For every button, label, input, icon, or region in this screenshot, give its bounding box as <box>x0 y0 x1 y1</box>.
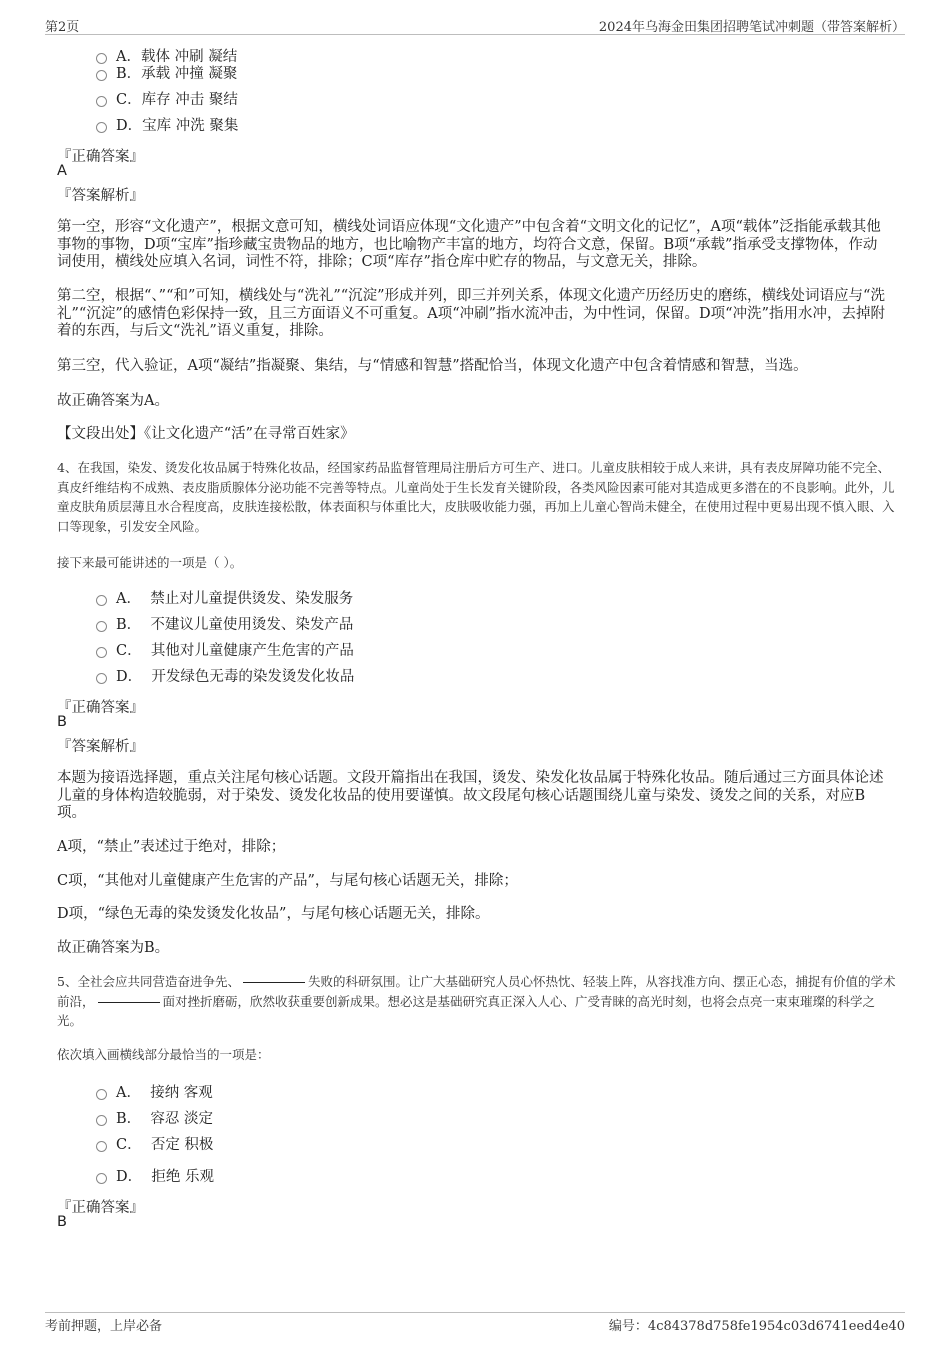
radio-icon[interactable] <box>96 1141 107 1152</box>
radio-icon[interactable] <box>96 647 107 658</box>
q5-answer: B <box>57 1214 67 1230</box>
q4-option-b[interactable]: B． 不建议儿童使用烫发、染发产品 <box>96 616 353 634</box>
q3-option-d[interactable]: D．宝库 冲洗 聚集 <box>96 117 238 135</box>
q5-option-c[interactable]: C． 否定 积极 <box>96 1136 213 1154</box>
q5-option-d[interactable]: D． 拒绝 乐观 <box>96 1168 214 1186</box>
q4-answer-label: 『正确答案』 <box>57 700 144 716</box>
q4-stem: 4、在我国，染发、烫发化妆品属于特殊化妆品，经国家药品监督管理局注册后方可生产、进口。儿童皮肤相较于成人来讲，具有表皮屏障功能不完全、真皮纤维结构不成熟、表皮脂质腺体分泌功能不完善等特点。儿童尚处于生长发育关键阶段，各类风险因素可能对其造成更多潜在的不良影响。此外，儿童皮肤角质层薄且水合程度高，皮肤连接松散，体表面积与体重比大，皮肤吸收能力强，再加上儿童心智尚未健全，在使用过程中更易出现不慎入眼、入口等现象，引发安全风险。 <box>57 460 895 534</box>
page-header <box>45 14 905 35</box>
q4-analysis-d: D项，“绿色无毒的染发烫发化妆品”，与尾句核心话题无关，排除。 <box>57 906 490 922</box>
q4-analysis-conclusion: 故正确答案为B。 <box>57 940 170 956</box>
radio-icon[interactable] <box>96 122 107 133</box>
radio-icon[interactable] <box>96 673 107 684</box>
document-title: 2024年乌海金田集团招聘笔试冲刺题（带答案解析） <box>598 20 905 35</box>
fill-blank-2[interactable] <box>98 1002 160 1003</box>
page-footer <box>45 1312 905 1337</box>
q3-option-c[interactable]: C．库存 冲击 聚结 <box>96 91 238 109</box>
q3-analysis-label: 『答案解析』 <box>57 188 144 204</box>
q4-option-c[interactable]: C． 其他对儿童健康产生危害的产品 <box>96 642 354 660</box>
q3-analysis-p2: 第二空，根据“、”“和”可知，横线处与“洗礼”“沉淀”形成并列，即三并列关系，体现文化遗产历经历史的磨练，横线处词语应与“洗礼”“沉淀”的感情色彩保持一致，且三方面语义不可重复。A项“冲刷”指水流冲击，为中性词，保留。D项“冲洗”指用水冲，去掉附着的东西，与后文“洗礼”语义重复，排除。 <box>57 288 885 339</box>
footer-slogan: 考前押题，上岸必备 <box>45 1319 163 1334</box>
q4-answer: B <box>57 714 67 730</box>
q5-option-b[interactable]: B． 容忍 淡定 <box>96 1110 213 1128</box>
q5-stem: 5、全社会应共同营造奋进争先、 失败的科研氛围。让广大基础研究人员心怀热忱、轻装上阵，从容找准方向、摆正心态，捕捉有价值的学术前沿， 面对挫折磨砺，欣然收获重要创新成果。想必这是基础研究真正深入人心、广受青睐的高光时刻，也将会点亮一束束璀璨的科学之光。 <box>57 974 896 1028</box>
q4-option-a[interactable]: A． 禁止对儿童提供烫发、染发服务 <box>96 590 353 608</box>
q4-prompt: 接下来最可能讲述的一项是（ ）。 <box>57 555 243 570</box>
q5-answer-label: 『正确答案』 <box>57 1200 144 1216</box>
q3-analysis-p1: 第一空，形容“文化遗产”，根据文意可知，横线处词语应体现“文化遗产”中包含着“文明文化的记忆”，A项“载体”泛指能承载其他事物的事物，D项“宝库”指珍藏宝贵物品的地方，也比喻物产丰富的地方，均符合文意，保留。B项“承载”指承受支撑物体，作动词使用，横线处应填入名词，词性不符，排除；C项“库存”指仓库中贮存的物品，与文意无关，排除。 <box>57 219 881 270</box>
radio-icon[interactable] <box>96 595 107 606</box>
radio-icon[interactable] <box>96 621 107 632</box>
q5-prompt: 依次填入画横线部分最恰当的一项是： <box>57 1047 270 1062</box>
radio-icon[interactable] <box>96 1115 107 1126</box>
q4-analysis-label: 『答案解析』 <box>57 739 144 755</box>
page-number: 第2页 <box>45 20 80 35</box>
q4-analysis-p1: 本题为接语选择题，重点关注尾句核心话题。文段开篇指出在我国，烫发、染发化妆品属于特殊化妆品。随后通过三方面具体论述儿童的身体构造较脆弱，对于染发、烫发化妆品的使用要谨慎。故文段尾句核心话题围绕儿童与染发、烫发之间的关系，对应B项。 <box>57 770 884 821</box>
radio-icon[interactable] <box>96 70 107 81</box>
q3-source: 【文段出处】《让文化遗产“活”在寻常百姓家》 <box>57 426 355 442</box>
q4-analysis-c: C项，“其他对儿童健康产生危害的产品”，与尾句核心话题无关，排除； <box>57 873 518 889</box>
radio-icon[interactable] <box>96 96 107 107</box>
fill-blank-1[interactable] <box>243 982 305 983</box>
radio-icon[interactable] <box>96 1173 107 1184</box>
radio-icon[interactable] <box>96 53 107 64</box>
q5-option-a[interactable]: A． 接纳 客观 <box>96 1084 213 1102</box>
q4-analysis-a: A项，“禁止”表述过于绝对，排除； <box>57 839 286 855</box>
document-id: 编号：4c84378d758fe1954c03d6741eed4e40 <box>608 1319 905 1334</box>
q3-answer-label: 『正确答案』 <box>57 149 144 165</box>
q3-option-a[interactable]: A．载体 冲刷 凝结 <box>96 48 237 66</box>
q3-analysis-conclusion: 故正确答案为A。 <box>57 393 169 409</box>
q3-analysis-p3: 第三空，代入验证，A项“凝结”指凝聚、集结，与“情感和智慧”搭配恰当，体现文化遗产中包含着情感和智慧，当选。 <box>57 358 808 374</box>
q3-answer: A <box>57 163 67 179</box>
q3-option-b[interactable]: B．承载 冲撞 凝聚 <box>96 65 237 83</box>
radio-icon[interactable] <box>96 1089 107 1100</box>
q4-option-d[interactable]: D． 开发绿色无毒的染发烫发化妆品 <box>96 668 354 686</box>
